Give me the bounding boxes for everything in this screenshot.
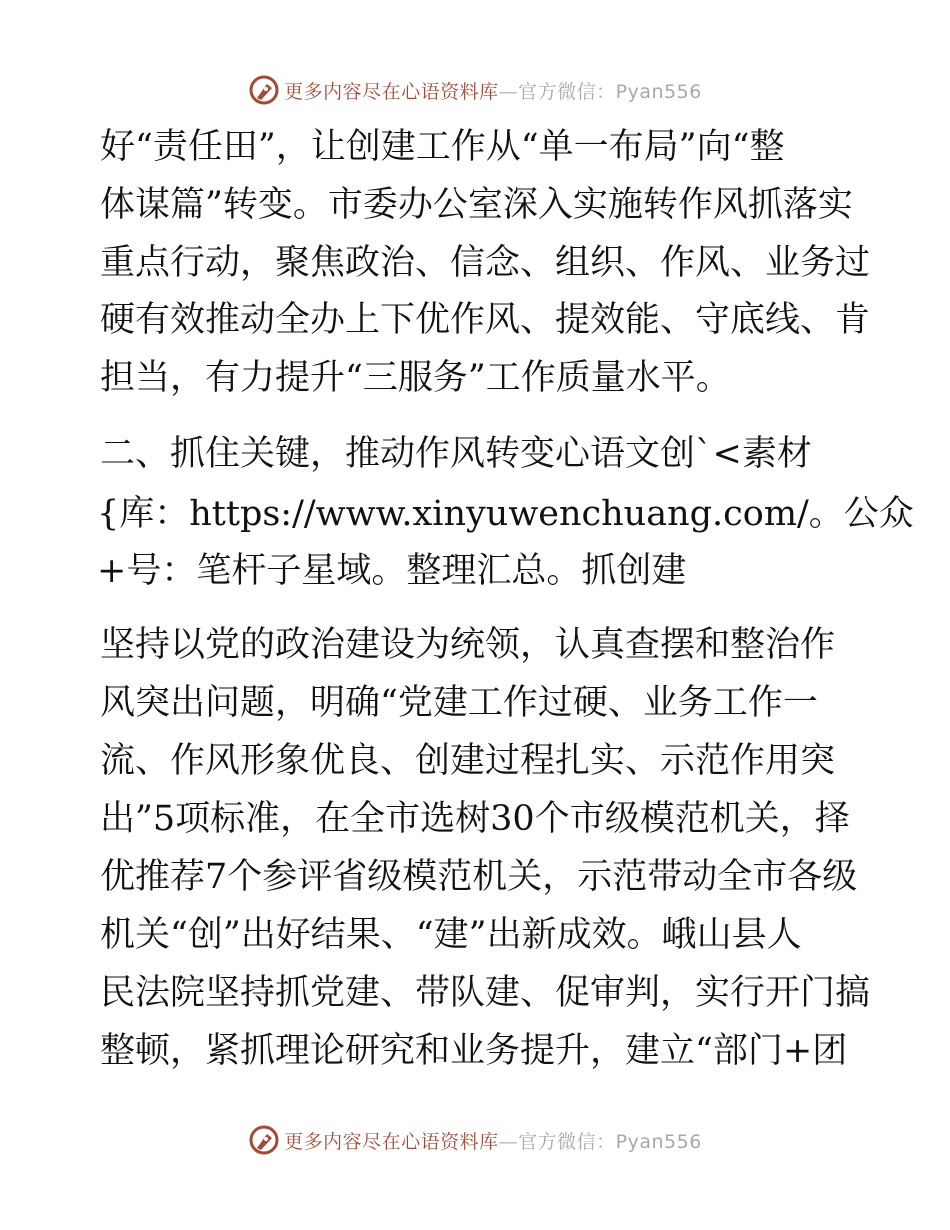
body-line: 整顿，紧抓理论研究和业务提升，建立“部门+团 bbox=[100, 1031, 848, 1071]
site-name: 更多内容尽在心语资料库 bbox=[284, 80, 499, 103]
body-line: +号：笔杆子星域。整理汇总。抓创建 bbox=[97, 551, 687, 591]
body-line: 坚持以党的政治建设为统领，认真查摆和整治作 bbox=[100, 625, 836, 665]
body-line: 流、作风形象优良、创建过程扎实、示范作用突 bbox=[100, 741, 836, 781]
pen-nib-logo-icon bbox=[248, 1124, 280, 1156]
site-name: 更多内容尽在心语资料库 bbox=[284, 1130, 499, 1153]
pen-nib-logo-icon bbox=[248, 74, 280, 106]
header-banner bbox=[0, 70, 950, 110]
body-line: 民法院坚持抓党建、带队建、促审判，实行开门搞 bbox=[100, 973, 871, 1013]
footer-banner-text bbox=[284, 1127, 702, 1154]
body-line: {库：https://www.xinyuwenchuang.com/。公众 bbox=[97, 494, 914, 534]
body-line: 好“责任田”，让创建工作从“单一布局”向“整 bbox=[100, 127, 785, 167]
body-line: 担当，有力提升“三服务”工作质量水平。 bbox=[100, 358, 731, 398]
body-line: 重点行动，聚焦政治、信念、组织、作风、业务过 bbox=[100, 243, 871, 283]
wechat-id: 官方微信：Pyan556 bbox=[518, 80, 702, 103]
body-line: 风突出问题，明确“党建工作过硬、业务工作一 bbox=[100, 683, 818, 723]
section-heading: 二、抓住关键，推动作风转变心语文创`<素材 bbox=[100, 434, 812, 474]
wechat-id: 官方微信：Pyan556 bbox=[518, 1130, 702, 1153]
body-line: 硬有效推动全办上下优作风、提效能、守底线、肯 bbox=[100, 300, 871, 340]
body-line: 优推荐7个参评省级模范机关，示范带动全市各级 bbox=[100, 857, 858, 897]
body-line: 体谋篇”转变。市委办公室深入实施转作风抓落实 bbox=[100, 185, 853, 225]
footer-banner bbox=[0, 1120, 950, 1160]
body-line: 出”5项标准，在全市选树30个市级模范机关，择 bbox=[100, 799, 850, 839]
body-line: 机关“创”出好结果、“建”出新成效。峨山县人 bbox=[100, 915, 802, 955]
banner-separator: — bbox=[498, 1130, 519, 1153]
banner-separator: — bbox=[498, 80, 519, 103]
header-banner-text bbox=[284, 77, 702, 104]
